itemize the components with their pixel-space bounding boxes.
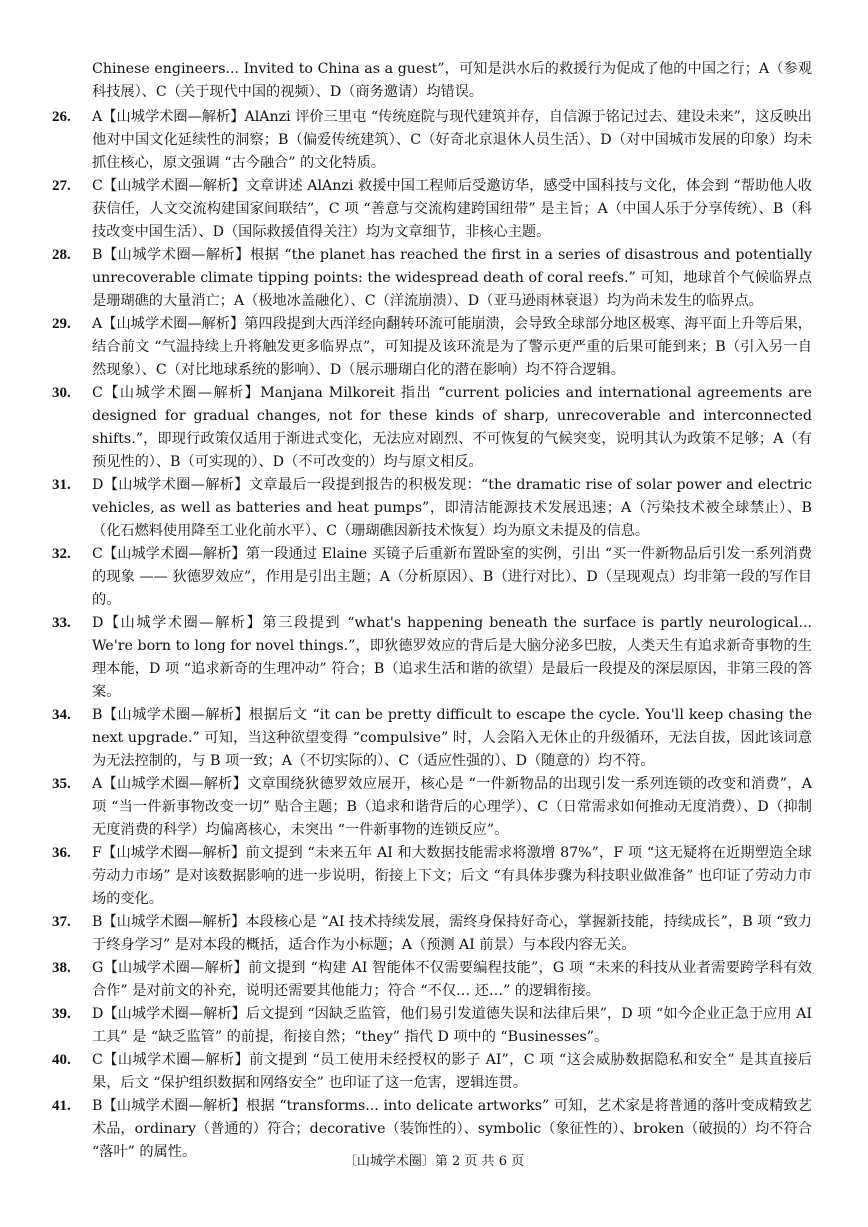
explanation-text: G【山城学术圈—解析】前文提到 “构建 AI 智能体不仅需要编程技能”，G 项 “未来的科技从业者需要跨学科有效合作” 是对前文的补充，说明还需要其他能力；符合 “不仅… 还…” 的逻辑衔接。 [92,960,812,999]
answer-item [0,382,812,474]
question-number: 30. [52,385,71,401]
question-number: 40. [52,1052,71,1068]
explanation-text: B【山城学术圈—解析】根据 “the planet has reached the first in a series of disastrous and potentially unrecoverable climate tipping points: the widespread death of coral reefs.” 可知，地球首个气候临界点是珊瑚礁的大量消亡；A（极地冰盖融化）、C（洋流崩溃）、D（亚马逊雨林衰退）均为尚未发生的临界点。 [92,247,812,309]
answer-item [0,612,812,704]
explanation-text: D【山城学术圈—解析】后文提到 “因缺乏监管，他们易引发道德失误和法律后果”，D 项 “如今企业正急于应用 AI 工具” 是 “缺乏监管” 的前提，衔接自然；“they” 指代 D 项中的 “Businesses”。 [92,1006,812,1045]
answer-item [0,911,812,957]
answer-item [0,704,812,773]
explanation-text: A【山城学术圈—解析】AlAnzi 评价三里屯 “传统庭院与现代建筑并存，自信源于铭记过去、建设未来”，这反映出他对中国文化延续性的洞察；B（偏爱传统建筑）、C（好奇北京退休人员生活）、D（对中国城市发展的印象）均未抓住核心，原文强调 “古今融合” 的文化特质。 [92,109,812,171]
question-number: 32. [52,546,71,562]
question-number: 27. [52,178,71,194]
question-number: 35. [52,776,71,792]
answer-item [0,474,812,543]
answer-item [0,1003,812,1049]
answer-item [0,543,812,612]
answer-item [0,244,812,313]
explanation-text: C【山城学术圈—解析】Manjana Milkoreit 指出 “current policies and international agreements are designed for gradual changes, not for these kinds of sharp, unrecoverable and interconnected shifts.”，即现行政策仅适用于渐进式变化，无法应对剧烈、不可恢复的气候突变，说明其认为政策不足够；A（有预见性的）、B（可实现的）、D（不可改变的）均与原文相反。 [92,385,812,470]
question-number: 29. [52,316,71,332]
question-number: 39. [52,1006,71,1022]
explanation-text: A【山城学术圈—解析】第四段提到大西洋经向翻转环流可能崩溃，会导致全球部分地区极寒、海平面上升等后果，结合前文 “气温持续上升将触发更多临界点”，可知提及该环流是为了警示更严重的后果可能到来；B（引入另一自然现象）、C（对比地球系统的影响）、D（展示珊瑚白化的潜在影响）均不符合逻辑。 [92,316,812,378]
answer-item [0,842,812,911]
answer-item [0,175,812,244]
explanation-text: D【山城学术圈—解析】第三段提到 “what's happening beneath the surface is partly neurological... We're born to long for novel things.”，即狄德罗效应的背后是大脑分泌多巴胺，人类天生有追求新奇事物的生理本能，D 项 “追求新奇的生理冲动” 符合；B（追求生活和谐的欲望）是最后一段提及的深层原因，非第三段的答案。 [92,615,812,700]
question-number: 38. [52,960,71,976]
explanation-text: B【山城学术圈—解析】根据后文 “it can be pretty difficult to escape the cycle. You'll keep chasing the next upgrade.” 可知，当这种欲望变得 “compulsive” 时，人会陷入无休止的升级循环，无法自拔，因此该词意为无法控制的，与 B 项一致；A（不切实际的）、C（适应性强的）、D（随意的）均不符。 [92,707,812,769]
question-number: 34. [52,707,71,723]
question-number: 28. [52,247,71,263]
question-number: 37. [52,914,71,930]
question-number: 41. [52,1098,71,1114]
explanation-text: A【山城学术圈—解析】文章围绕狄德罗效应展开，核心是 “一件新物品的出现引发一系列连锁的改变和消费”，A 项 “当一件新事物改变一切” 贴合主题；B（追求和谐背后的心理学）、C（日常需求如何推动无度消费）、D（抑制无度消费的科学）均偏离核心，未突出 “一件新事物的连锁反应”。 [92,776,812,838]
question-number: 33. [52,615,71,631]
answer-item [0,1049,812,1095]
question-number: 31. [52,477,71,493]
answer-item [0,773,812,842]
explanation-text: B【山城学术圈—解析】本段核心是 “AI 技术持续发展，需终身保持好奇心，掌握新技能，持续成长”，B 项 “致力于终身学习” 是对本段的概括，适合作为小标题；A（预测 AI 前景）与本段内容无关。 [92,914,812,953]
answer-item [0,106,812,175]
page-footer: 〔山城学术圈〕第 2 页 共 6 页 [343,1154,525,1169]
question-number: 36. [52,845,71,861]
explanation-text: D【山城学术圈—解析】文章最后一段提到报告的积极发现：“the dramatic rise of solar power and electric vehicles, as well as batteries and heat pumps”，即清洁能源技术发展迅速；A（污染技术被全球禁止）、B（化石燃料使用降至工业化前水平）、C（珊瑚礁因新技术恢复）均为原文未提及的信息。 [92,477,812,539]
explanation-text: F【山城学术圈—解析】前文提到 “未来五年 AI 和大数据技能需求将激增 87%”，F 项 “这无疑将在近期塑造全球劳动力市场” 是对该数据影响的进一步说明，衔接上下文；后文 “有具体步骤为科技职业做准备” 也印证了劳动力市场的变化。 [92,845,812,907]
continued-paragraph: Chinese engineers... Invited to China as a guest”，可知是洪水后的救援行为促成了他的中国之行；A（参观科技展）、C（关于现代中国的视频）、D（商务邀请）均错误。 [92,61,812,100]
answer-item [0,957,812,1003]
question-number: 26. [52,109,71,125]
explanation-text: B【山城学术圈—解析】根据 “transforms... into delicate artworks” 可知，艺术家是将普通的落叶变成精致艺术品，ordinary（普通的）符合；decorative（装饰性的）、symbolic（象征性的）、broken（破损的）均不符合 “落叶” 的属性。 [92,1098,812,1160]
answer-item [0,313,812,382]
answer-explanations [0,106,868,1164]
explanation-text: C【山城学术圈—解析】文章讲述 AlAnzi 救援中国工程师后受邀访华，感受中国科技与文化，体会到 “帮助他人收获信任，人文交流构建国家间联结”，C 项 “善意与交流构建跨国纽带” 是主旨；A（中国人乐于分享传统）、B（科技改变中国生活）、D（国际救援值得关注）均为文章细节，非核心主题。 [92,178,812,240]
explanation-text: C【山城学术圈—解析】前文提到 “员工使用未经授权的影子 AI”，C 项 “这会威胁数据隐私和安全” 是其直接后果，后文 “保护组织数据和网络安全” 也印证了这一危害，逻辑连贯。 [92,1052,812,1091]
explanation-text: C【山城学术圈—解析】第一段通过 Elaine 买镜子后重新布置卧室的实例，引出 “买一件新物品后引发一系列消费的现象 —— 狄德罗效应”，作用是引出主题；A（分析原因）、B（进行对比）、D（呈现观点）均非第一段的写作目的。 [92,546,812,608]
